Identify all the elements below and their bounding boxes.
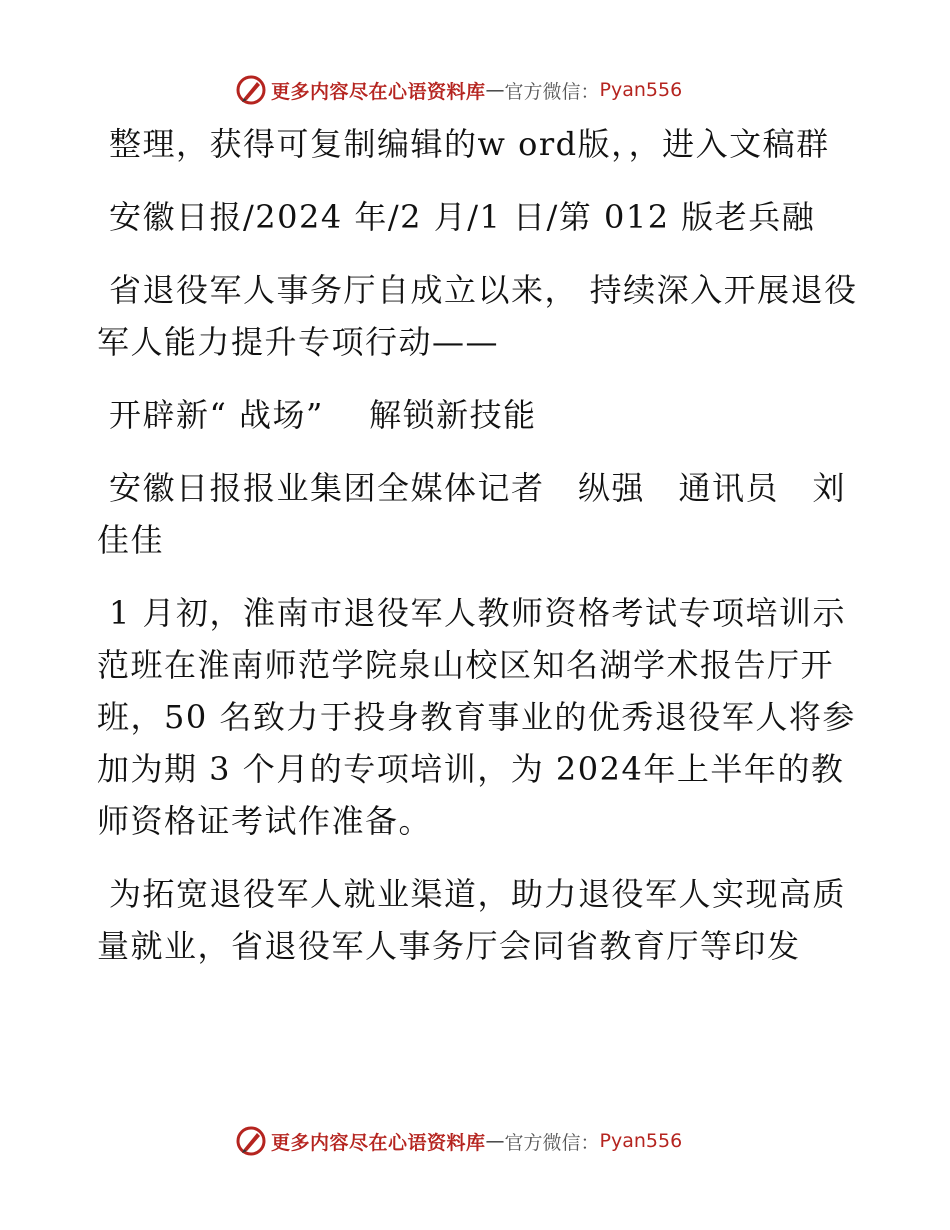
byline: 安徽日报报业集团全媒体记者 纵强 通讯员 刘佳佳 [97, 469, 847, 559]
banner-title: 更多内容尽在心语资料库 [271, 80, 486, 103]
header-banner [235, 73, 682, 107]
article-headline: 开辟新“ 战场” 解锁新技能 [109, 396, 537, 434]
pen-logo-icon [235, 1125, 267, 1157]
pen-logo-icon [235, 74, 267, 106]
banner-wechat-id: Pyan556 [599, 79, 683, 101]
paragraph: 为拓宽退役军人就业渠道，助力退役军人实现高质量就业，省退役军人事务厅会同省教育厅等印发 [97, 875, 847, 965]
paragraph: 1 月初，淮南市退役军人教师资格考试专项培训示范班在淮南师范学院泉山校区知名湖学术报告厅开班，50 名致力于投身教育事业的优秀退役军人将参加为期 3 个月的专项培训，为 2024年上半年的教师资格证考试作准备。 [97, 594, 856, 840]
paragraph: 整理，获得可复制编辑的w ord版，，进入文稿群 [109, 125, 830, 163]
paragraph: 省退役军人事务厅自成立以来， 持续深入开展退役军人能力提升专项行动—— [97, 271, 858, 361]
banner-label: 官方微信： [504, 80, 600, 103]
banner-dash: — [485, 79, 505, 101]
paragraph: 安徽日报/2024 年/2 月/1 日/第 012 版老兵融 [109, 198, 816, 236]
footer-banner [235, 1124, 682, 1158]
document-body [97, 118, 867, 993]
banner-title: 更多内容尽在心语资料库 [271, 1131, 486, 1154]
banner-label: 官方微信： [504, 1131, 600, 1154]
banner-dash: — [485, 1130, 505, 1152]
banner-wechat-id: Pyan556 [599, 1130, 683, 1152]
